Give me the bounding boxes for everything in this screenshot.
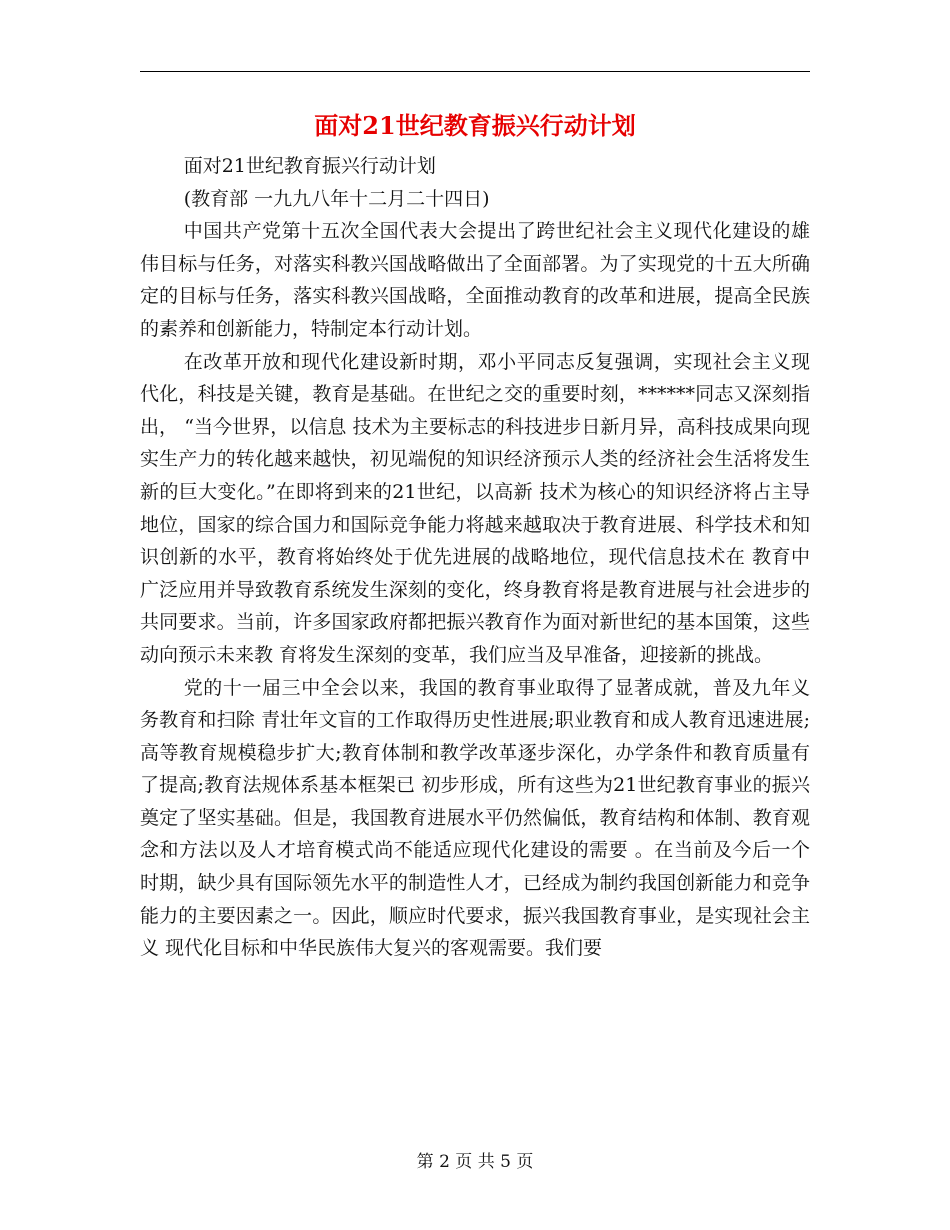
document-body [140,150,810,965]
paragraph-issuer-date: (教育部 一九九八年十二月二十四日) [183,187,490,210]
page-number-footer: 第 2 页 共 5 页 [416,1152,534,1172]
paragraph-body: 在改革开放和现代化建设新时期，邓小平同志反复强调，实现社会主义现代化，科技是关键，教育是基础。在世纪之交的重要时刻，******同志又深刻指出， “当今世界，以信息 技术为主要标志的科技进步日新月异，高科技成果向现实生产力的转化越来越快，初见端倪的知识经济预示人类的经济社会生活将发生新的巨大变化。”在即将到来的21世纪，以高新 技术为核心的知识经济将占主导地位，国家的综合国力和国际竞争能力将越来越取决于教育进展、科学技术和知识创新的水平，教育将始终处于优先进展的战略地位，现代信息技术在 教育中广泛应用并导致教育系统发生深刻的变化，终身教育将是教育进展与社会进步的共同要求。当前，许多国家政府都把振兴教育作为面对新世纪的基本国策，这些动向预示未来教 育将发生深刻的变革，我们应当及早准备，迎接新的挑战。 [140,350,810,666]
paragraph-subtitle: 面对21世纪教育振兴行动计划 [183,155,436,177]
paragraph-body: 中国共产党第十五次全国代表大会提出了跨世纪社会主义现代化建设的雄伟目标与任务，对落实科教兴国战略做出了全面部署。为了实现党的十五大所确定的目标与任务，落实科教兴国战略，全面推动教育的改革和进展，提高全民族的素养和创新能力，特制定本行动计划。 [140,220,810,340]
header-rule [140,71,810,72]
document-title: 面对21世纪教育振兴行动计划 [314,111,636,140]
paragraph-body: 党的十一届三中全会以来，我国的教育事业取得了显著成就，普及九年义务教育和扫除 青壮年文盲的工作取得历史性进展;职业教育和成人教育迅速进展;高等教育规模稳步扩大;教育体制和教学改革逐步深化，办学条件和教育质量有了提高;教育法规体系基本框架已 初步形成，所有这些为21世纪教育事业的振兴奠定了坚实基础。但是，我国教育进展水平仍然偏低，教育结构和体制、教育观念和方法以及人才培育模式尚不能适应现代化建设的需要 。在当前及今后一个时期，缺少具有国际领先水平的制造性人才，已经成为制约我国创新能力和竞争能力的主要因素之一。因此，顺应时代要求，振兴我国教育事业，是实现社会主义 现代化目标和中华民族伟大复兴的客观需要。我们要 [140,676,810,960]
